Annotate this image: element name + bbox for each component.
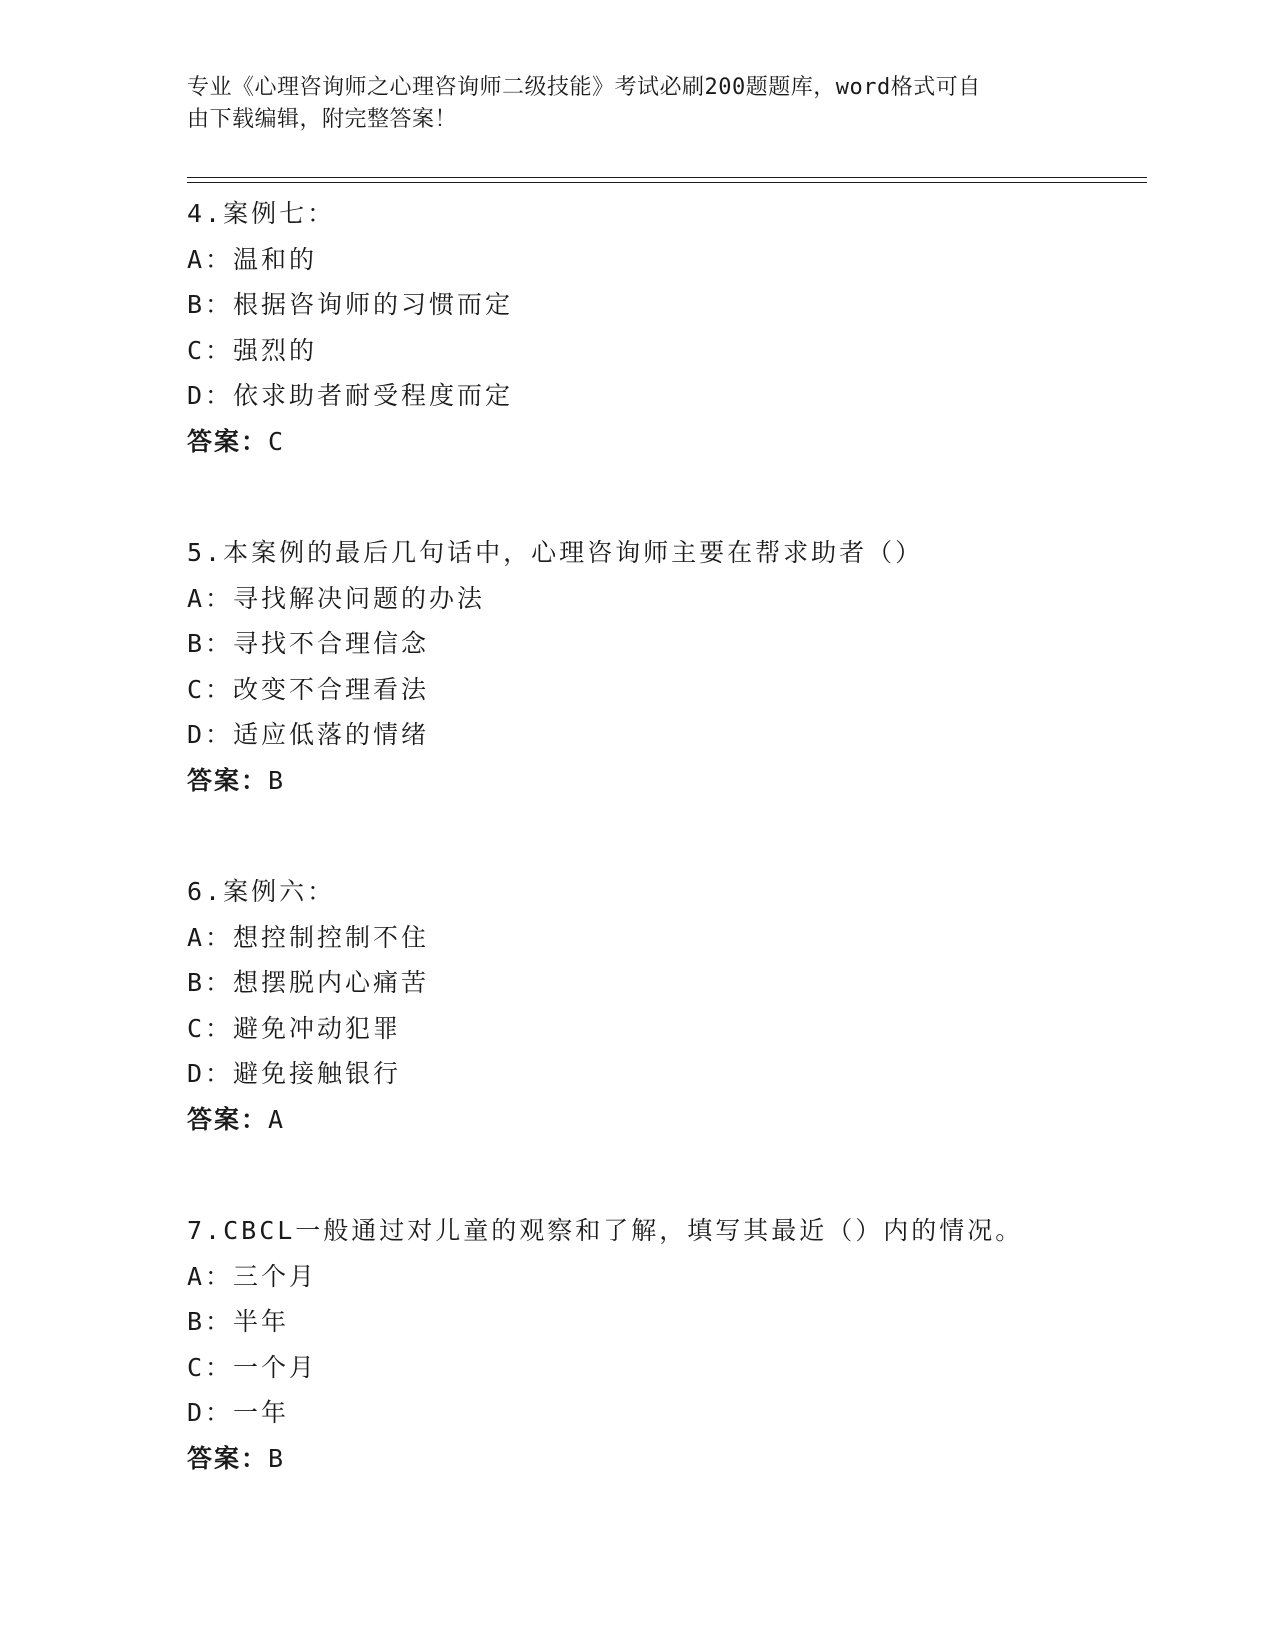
option-a: A：想控制控制不住 [187, 922, 430, 952]
question-stem: 7.CBCL一般通过对儿童的观察和了解，填写其最近（）内的情况。 [187, 1216, 1024, 1245]
option-d: D：依求助者耐受程度而定 [187, 381, 514, 410]
option-c: C：强烈的 [187, 335, 318, 365]
question-stem: 5.本案例的最后几句话中，心理咨询师主要在帮求助者（） [187, 538, 924, 567]
document-header [187, 72, 1067, 136]
header-line-2: 由下载编辑，附完整答案！ [187, 107, 458, 132]
option-d: D：一年 [187, 1398, 290, 1427]
answer-line [187, 1436, 1147, 1482]
question-stem: 6.案例六： [187, 877, 336, 906]
question-item [187, 530, 1147, 803]
option-a: A：寻找解决问题的办法 [187, 583, 486, 613]
answer-value: B [268, 765, 286, 795]
option-d: D：适应低落的情绪 [187, 720, 430, 749]
option-c: C：一个月 [187, 1352, 318, 1382]
option-b: B：寻找不合理信念 [187, 629, 430, 658]
option-c: C：改变不合理看法 [187, 674, 430, 704]
header-line-1: 专业《心理咨询师之心理咨询师二级技能》考试必刷200题题库，word格式可自 [187, 75, 981, 100]
option-b: B：想摆脱内心痛苦 [187, 968, 430, 997]
question-list [187, 191, 1147, 1547]
question-item [187, 191, 1147, 464]
answer-value: C [268, 426, 286, 456]
answer-label: 答案： [187, 765, 269, 795]
answer-value: A [268, 1104, 286, 1134]
answer-value: B [268, 1443, 286, 1473]
option-a: A：温和的 [187, 244, 318, 274]
answer-label: 答案： [187, 426, 269, 456]
question-stem: 4.案例七： [187, 199, 336, 228]
option-b: B：半年 [187, 1307, 290, 1336]
question-item [187, 1208, 1147, 1481]
option-a: A：三个月 [187, 1261, 318, 1291]
answer-line [187, 419, 1147, 465]
answer-line [187, 1097, 1147, 1143]
option-d: D：避免接触银行 [187, 1059, 402, 1088]
option-b: B：根据咨询师的习惯而定 [187, 290, 514, 319]
answer-label: 答案： [187, 1104, 269, 1134]
answer-line [187, 758, 1147, 804]
option-c: C：避免冲动犯罪 [187, 1013, 402, 1043]
header-rule-bottom [187, 182, 1147, 183]
answer-label: 答案： [187, 1443, 269, 1473]
header-rule-top [187, 177, 1147, 178]
question-item [187, 869, 1147, 1142]
